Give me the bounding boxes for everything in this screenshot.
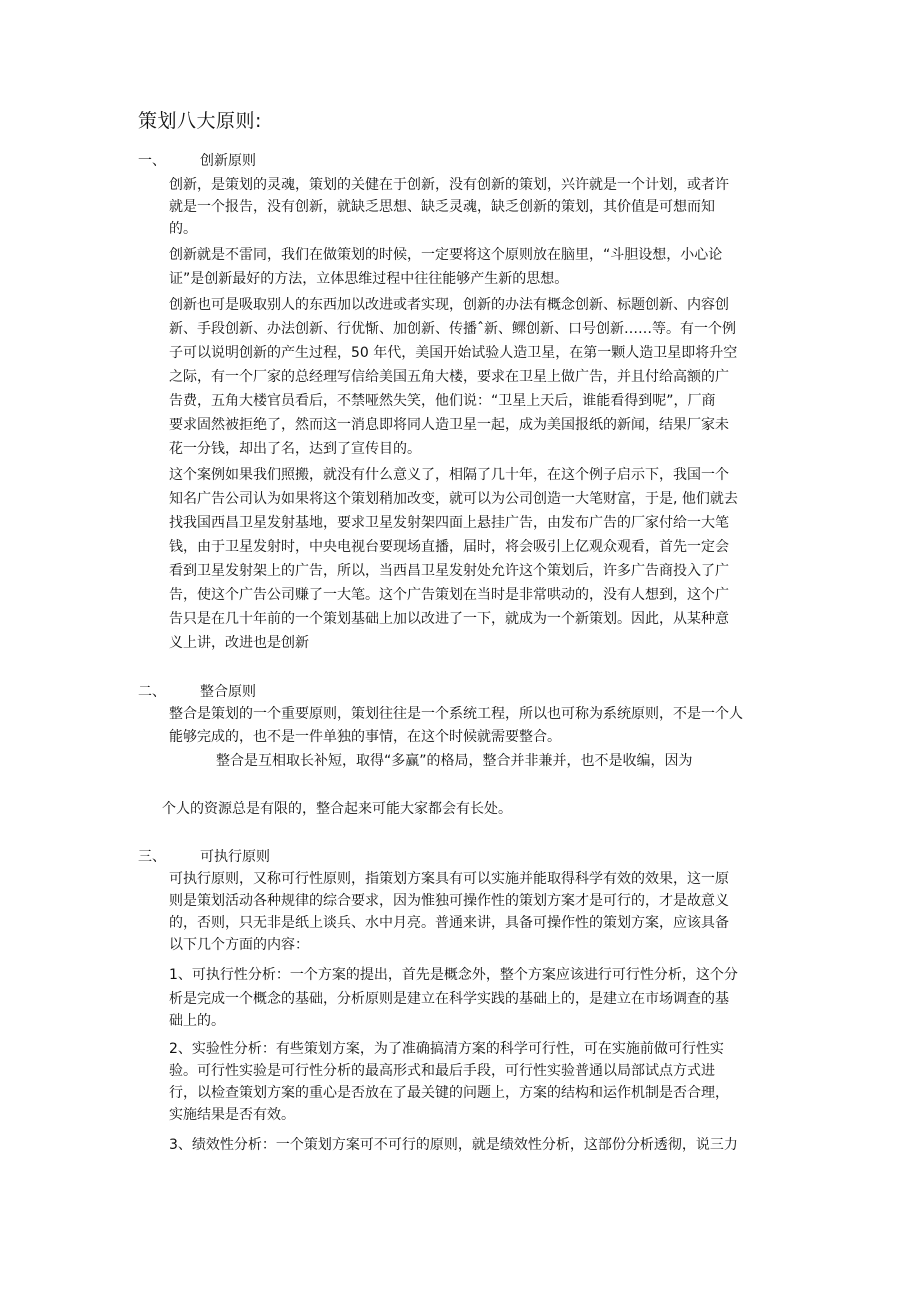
section-3-line: 1、可执行性分析：一个方案的提出，首先是概念外，整个方案应该进行可行性分析，这个分 [169,967,738,983]
section-3-line: 析是完成一个概念的基础，分析原则是建立在科学实践的基础上的，是建立在市场调查的基 [169,991,729,1007]
section-1-line: 子可以说明创新的产生过程，50 年代，美国开始试验人造卫星，在第一颗人造卫星即将升空 [169,345,738,361]
section-1-number: 一、 [138,153,166,169]
section-3-number: 三、 [138,849,166,865]
section-1-title: 创新原则 [200,153,256,169]
section-1-line: 创新就是不雷同，我们在做策划的时候，一定要将这个原则放在脑里，“斗胆设想，小心论 [169,247,723,263]
section-1-line: 新、手段创新、办法创新、行优惭、加创新、传播ˆ新、鳏创新、口号创新……等。有一个例 [169,321,736,337]
document-title: 策划八大原则: [138,110,262,132]
section-2-line: 整合是互相取长补短，取得“多赢”的格局，整合并非兼并，也不是收编，因为 [216,753,693,769]
section-1-line: 创新，是策划的灵魂，策划的关健在于创新，没有创新的策划，兴许就是一个计划，或者许 [169,177,729,193]
section-3-line: 3、绩效性分析：一个策划方案可不可行的原则，就是绩效性分析，这部份分析透彻，说三力 [169,1137,738,1153]
section-2-line: 个人的资源总是有限的，整合起来可能大家都会有长处。 [162,801,512,817]
section-3-line: 可执行原则，又称可行性原则，指策划方案具有可以实施并能取得科学有效的效果，这一原 [169,871,729,887]
section-1-line: 钱，由于卫星发射时，中央电视台要现场直播，届时，将会吸引上亿观众观看，首先一定会 [169,539,729,555]
section-1-line: 义上讲，改进也是创新 [169,635,309,651]
section-1-line: 告费，五角大楼官员看后，不禁哑然失笑，他们说：“卫星上天后，谁能看得到呢”，厂商 [169,393,716,409]
section-2-line: 能够完成的，也不是一件单独的事情，在这个时候就需要整合。 [169,729,561,745]
section-2-line: 整合是策划的一个重要原则，策划往往是一个系统工程，所以也可称为系统原则，不是一个人 [169,706,743,722]
section-3-title: 可执行原则 [200,849,270,865]
section-2-number: 二、 [138,684,166,700]
section-3-line: 则是策划活动各种规律的综合要求，因为惟独可操作性的策划方案才是可行的，才是故意义 [169,893,729,909]
section-1-line: 看到卫星发射架上的广告，所以，当西昌卫星发射处允许这个策划后，许多广告商投入了广 [169,563,729,579]
section-1-line: 找我国西昌卫星发射基地，要求卫星发射架四面上悬挂广告，由发布广告的厂家付给一大笔 [169,515,729,531]
section-3-line: 实施结果是否有效。 [169,1107,295,1123]
section-3-line: 验。可行性实验是可行性分析的最高形式和最后手段，可行性实验普通以局部试点方式进 [169,1063,715,1079]
section-1-line: 就是一个报告，没有创新，就缺乏思想、缺乏灵魂，缺乏创新的策划，其价值是可想而知 [169,199,715,215]
section-3-line: 的，否则，只无非是纸上谈兵、水中月亮。普通来讲，具备可操作性的策划方案，应该具备 [169,915,729,931]
section-1-line: 创新也可是吸取别人的东西加以改进或者实现，创新的办法有概念创新、标题创新、内容创 [169,297,729,313]
section-1-line: 要求固然被拒绝了，然而这一消息即将同人造卫星一起，成为美国报纸的新闻，结果厂家未 [169,417,729,433]
section-1-line: 告，使这个广告公司赚了一大笔。这个广告策划在当时是非常哄动的，没有人想到，这个广 [169,587,729,603]
section-3-line: 2、实验性分析：有些策划方案，为了准确搞清方案的科学可行性，可在实施前做可行性实 [169,1041,724,1057]
section-1-line: 知名广告公司认为如果将这个策划稍加改变，就可以为公司创造一大笔财富，于是, 他们就去 [169,491,738,507]
section-3-line: 以下几个方面的内容： [169,937,309,953]
section-1-line: 之际，有一个厂家的总经理写信给美国五角大楼，要求在卫星上做广告，并且付给高额的广 [169,369,729,385]
section-1-line: 告只是在几十年前的一个策划基础上加以改进了一下，就成为一个新策划。因此，从某种意 [169,611,729,627]
section-3-line: 础上的。 [169,1013,225,1029]
section-3-line: 行，以检查策划方案的重心是否放在了最关键的问题上，方案的结构和运作机制是否合理， [169,1085,729,1101]
section-1-line: 的。 [169,221,197,237]
section-1-line: 证”是创新最好的方法，立体思维过程中往往能够产生新的思想。 [169,271,569,287]
section-1-line: 花一分钱，却出了名，达到了宣传目的。 [169,441,421,457]
section-2-title: 整合原则 [200,684,256,700]
section-1-line: 这个案例如果我们照搬，就没有什么意义了，相隔了几十年，在这个例子启示下，我国一个 [169,467,729,483]
